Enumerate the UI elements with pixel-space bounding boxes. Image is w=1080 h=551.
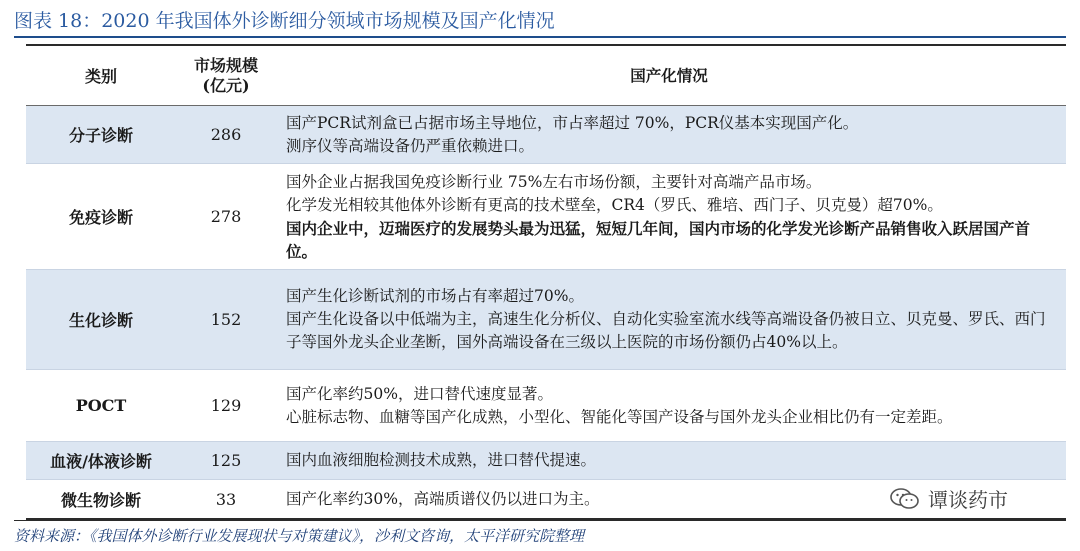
row-market-size: 278 bbox=[210, 207, 242, 226]
row-localization bbox=[276, 285, 1066, 354]
row-category: 分子诊断 bbox=[68, 126, 133, 145]
row-text-line: 国产生化诊断试剂的市场占有率超过70%。 bbox=[286, 287, 584, 305]
table-row bbox=[26, 164, 1066, 270]
row-text-line: 国外企业占据我国免疫诊断行业 75%左右市场份额，主要针对高端产品市场。 bbox=[286, 172, 822, 191]
row-market-size: 125 bbox=[210, 451, 242, 470]
row-localization bbox=[276, 112, 1066, 158]
row-text-line: 国产PCR试剂盒已占据市场主导地位，市占率超过 70%，PCR仪基本实现国产化。 bbox=[286, 113, 859, 132]
row-text-line: 心脏标志物、血糖等国产化成熟，小型化、智能化等国产设备与国外龙头企业相比仍有一定差距。 bbox=[286, 407, 953, 426]
table-header-row bbox=[26, 46, 1066, 106]
table-row bbox=[26, 270, 1066, 370]
row-text-line: 测序仪等高端设备仍严重依赖进口。 bbox=[286, 136, 535, 155]
row-text-line: 国产生化设备以中低端为主，高速生化分析仪、自动化实验室流水线等高端设备仍被日立、贝克曼、罗氏、西门子等国外龙头企业垄断，国外高端设备在三级以上医院的市场份额仍占40%以上。 bbox=[286, 310, 1046, 351]
row-market-size: 152 bbox=[210, 310, 242, 329]
row-text-line: 国产化率约30%，高端质谱仪仍以进口为主。 bbox=[286, 489, 600, 508]
row-category: 生化诊断 bbox=[68, 311, 133, 330]
row-text-line: 化学发光相较其他体外诊断有更高的技术壁垒，CR4（罗氏、雅培、西门子、贝克曼）超70%。 bbox=[286, 195, 943, 214]
header-category: 类别 bbox=[84, 67, 117, 86]
row-text-line: 国产化率约50%，进口替代速度显著。 bbox=[286, 384, 553, 403]
row-localization bbox=[276, 171, 1066, 263]
figure-title: 图表 18：2020 年我国体外诊断细分领域市场规模及国产化情况 bbox=[14, 8, 1066, 38]
market-table bbox=[26, 44, 1066, 520]
row-category: POCT bbox=[75, 396, 127, 415]
header-market-size bbox=[176, 56, 276, 96]
header-localization: 国产化情况 bbox=[630, 66, 708, 85]
table-row bbox=[26, 106, 1066, 164]
row-localization bbox=[276, 449, 1066, 472]
table-row bbox=[26, 370, 1066, 442]
source-note: 资料来源：《我国体外诊断行业发展现状与对策建议》，沙利文咨询，太平洋研究院整理 bbox=[14, 520, 1066, 546]
row-category: 血液/体液诊断 bbox=[50, 452, 152, 471]
row-market-size: 33 bbox=[215, 489, 237, 509]
wechat-icon bbox=[890, 487, 920, 511]
header-market-size-line2: (亿元) bbox=[202, 75, 250, 95]
row-market-size: 129 bbox=[210, 396, 242, 415]
row-text-emphasis: 国内企业中，迈瑞医疗的发展势头最为迅猛，短短几年间，国内市场的化学发光诊断产品销售收入跃居国产首位。 bbox=[286, 218, 1031, 261]
table-row bbox=[26, 442, 1066, 480]
row-text-line: 国内血液细胞检测技术成熟，进口替代提速。 bbox=[286, 451, 597, 469]
header-market-size-line1: 市场规模 bbox=[193, 55, 258, 75]
row-localization bbox=[276, 383, 1066, 429]
row-market-size: 286 bbox=[210, 125, 242, 144]
row-category: 免疫诊断 bbox=[68, 208, 133, 227]
watermark bbox=[890, 484, 1008, 513]
watermark-text: 谭谈药市 bbox=[928, 488, 1008, 512]
row-category: 微生物诊断 bbox=[60, 490, 141, 510]
